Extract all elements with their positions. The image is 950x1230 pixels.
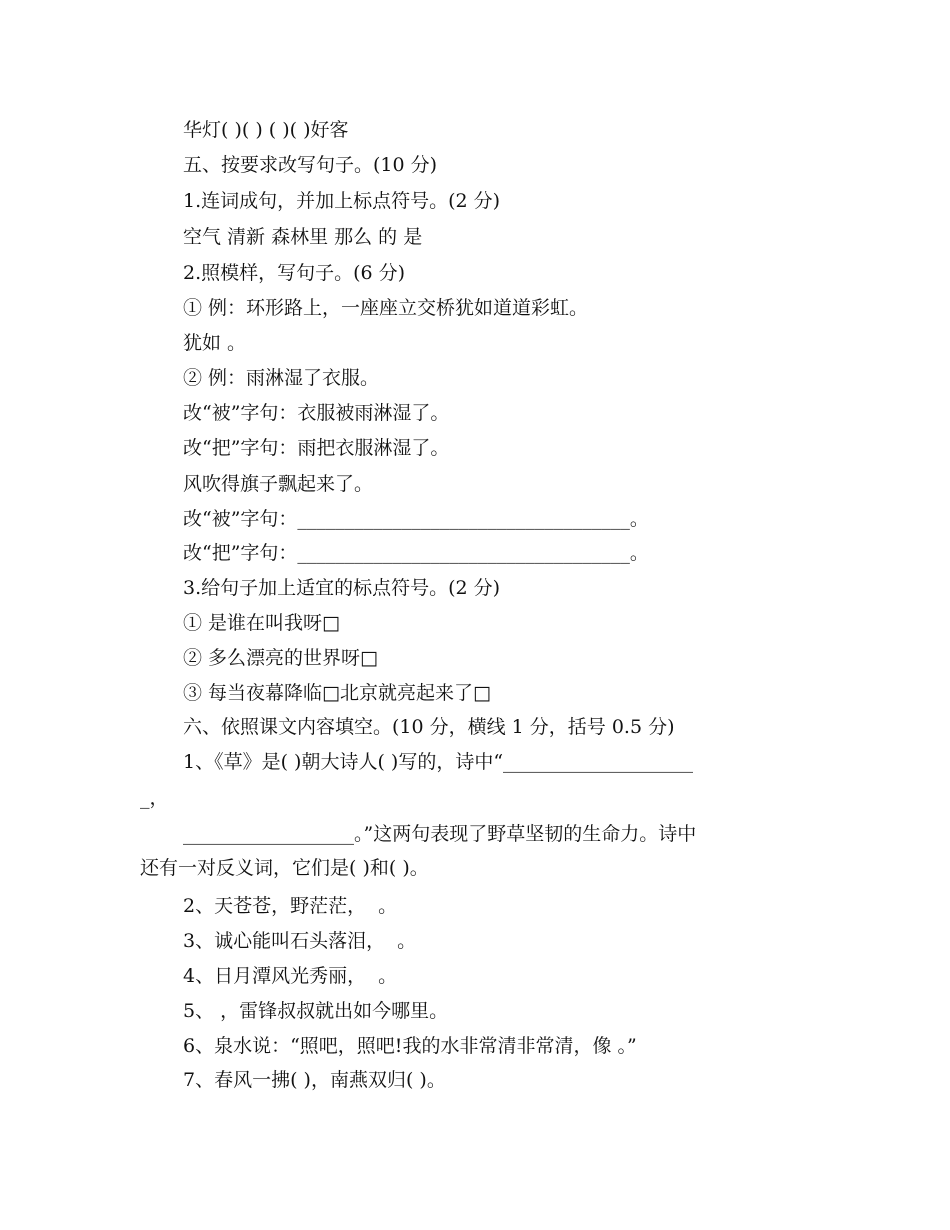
text-line: 改“被”字句：衣服被雨淋湿了。 bbox=[183, 402, 450, 424]
text-line: 3、诚心能叫石头落泪， 。 bbox=[183, 930, 417, 952]
text-line: ① 例：环形路上，一座座立交桥犹如道道彩虹。 bbox=[183, 297, 589, 319]
text-line: ③ 每当夜幕降临□北京就亮起来了□ bbox=[183, 682, 491, 704]
text-line: 犹如 。 bbox=[183, 332, 247, 354]
answer-line: 改“把”字句：___________________________________。 bbox=[183, 542, 649, 564]
text-line: 还有一对反义词，它们是( )和( )。 bbox=[140, 857, 429, 879]
text-line: ① 是谁在叫我呀□ bbox=[183, 612, 340, 634]
question-heading: 3.给句子加上适宜的标点符号。(2 分) bbox=[183, 577, 501, 599]
text-line: 5、 ，雷锋叔叔就出如今哪里。 bbox=[183, 1000, 449, 1022]
text-line: 7、春风一拂( )，南燕双归( )。 bbox=[183, 1069, 446, 1091]
section-heading-6: 六、依照课文内容填空。(10 分，横线 1 分，括号 0.5 分) bbox=[183, 716, 675, 738]
text-line: 1、《草》是( )朝大诗人( )写的，诗中“____________________ bbox=[183, 751, 694, 773]
question-heading: 1.连词成句，并加上标点符号。(2 分) bbox=[183, 190, 501, 212]
text-line: 2、天苍苍，野茫茫， 。 bbox=[183, 895, 398, 917]
text-line: _， bbox=[140, 787, 169, 809]
question-heading: 2.照模样，写句子。(6 分) bbox=[183, 262, 406, 284]
answer-line: 改“被”字句：___________________________________。 bbox=[183, 508, 649, 530]
text-line: 风吹得旗子飘起来了。 bbox=[183, 473, 374, 495]
text-line: ② 多么漂亮的世界呀□ bbox=[183, 647, 378, 669]
text-line: 6、泉水说：“照吧，照吧!我的水非常清非常清，像 。” bbox=[183, 1035, 637, 1057]
text-line: 改“把”字句：雨把衣服淋湿了。 bbox=[183, 437, 450, 459]
section-heading-5: 五、按要求改写句子。(10 分) bbox=[183, 154, 438, 176]
text-line: 华灯( )( ) ( )( )好客 bbox=[183, 119, 349, 141]
text-line: 4、日月潭风光秀丽， 。 bbox=[183, 965, 398, 987]
text-line: ② 例：雨淋湿了衣服。 bbox=[183, 367, 380, 389]
text-line: 空气 清新 森林里 那么 的 是 bbox=[183, 226, 423, 248]
text-line: __________________。”这两句表现了野草坚韧的生命力。诗中 bbox=[183, 823, 697, 845]
